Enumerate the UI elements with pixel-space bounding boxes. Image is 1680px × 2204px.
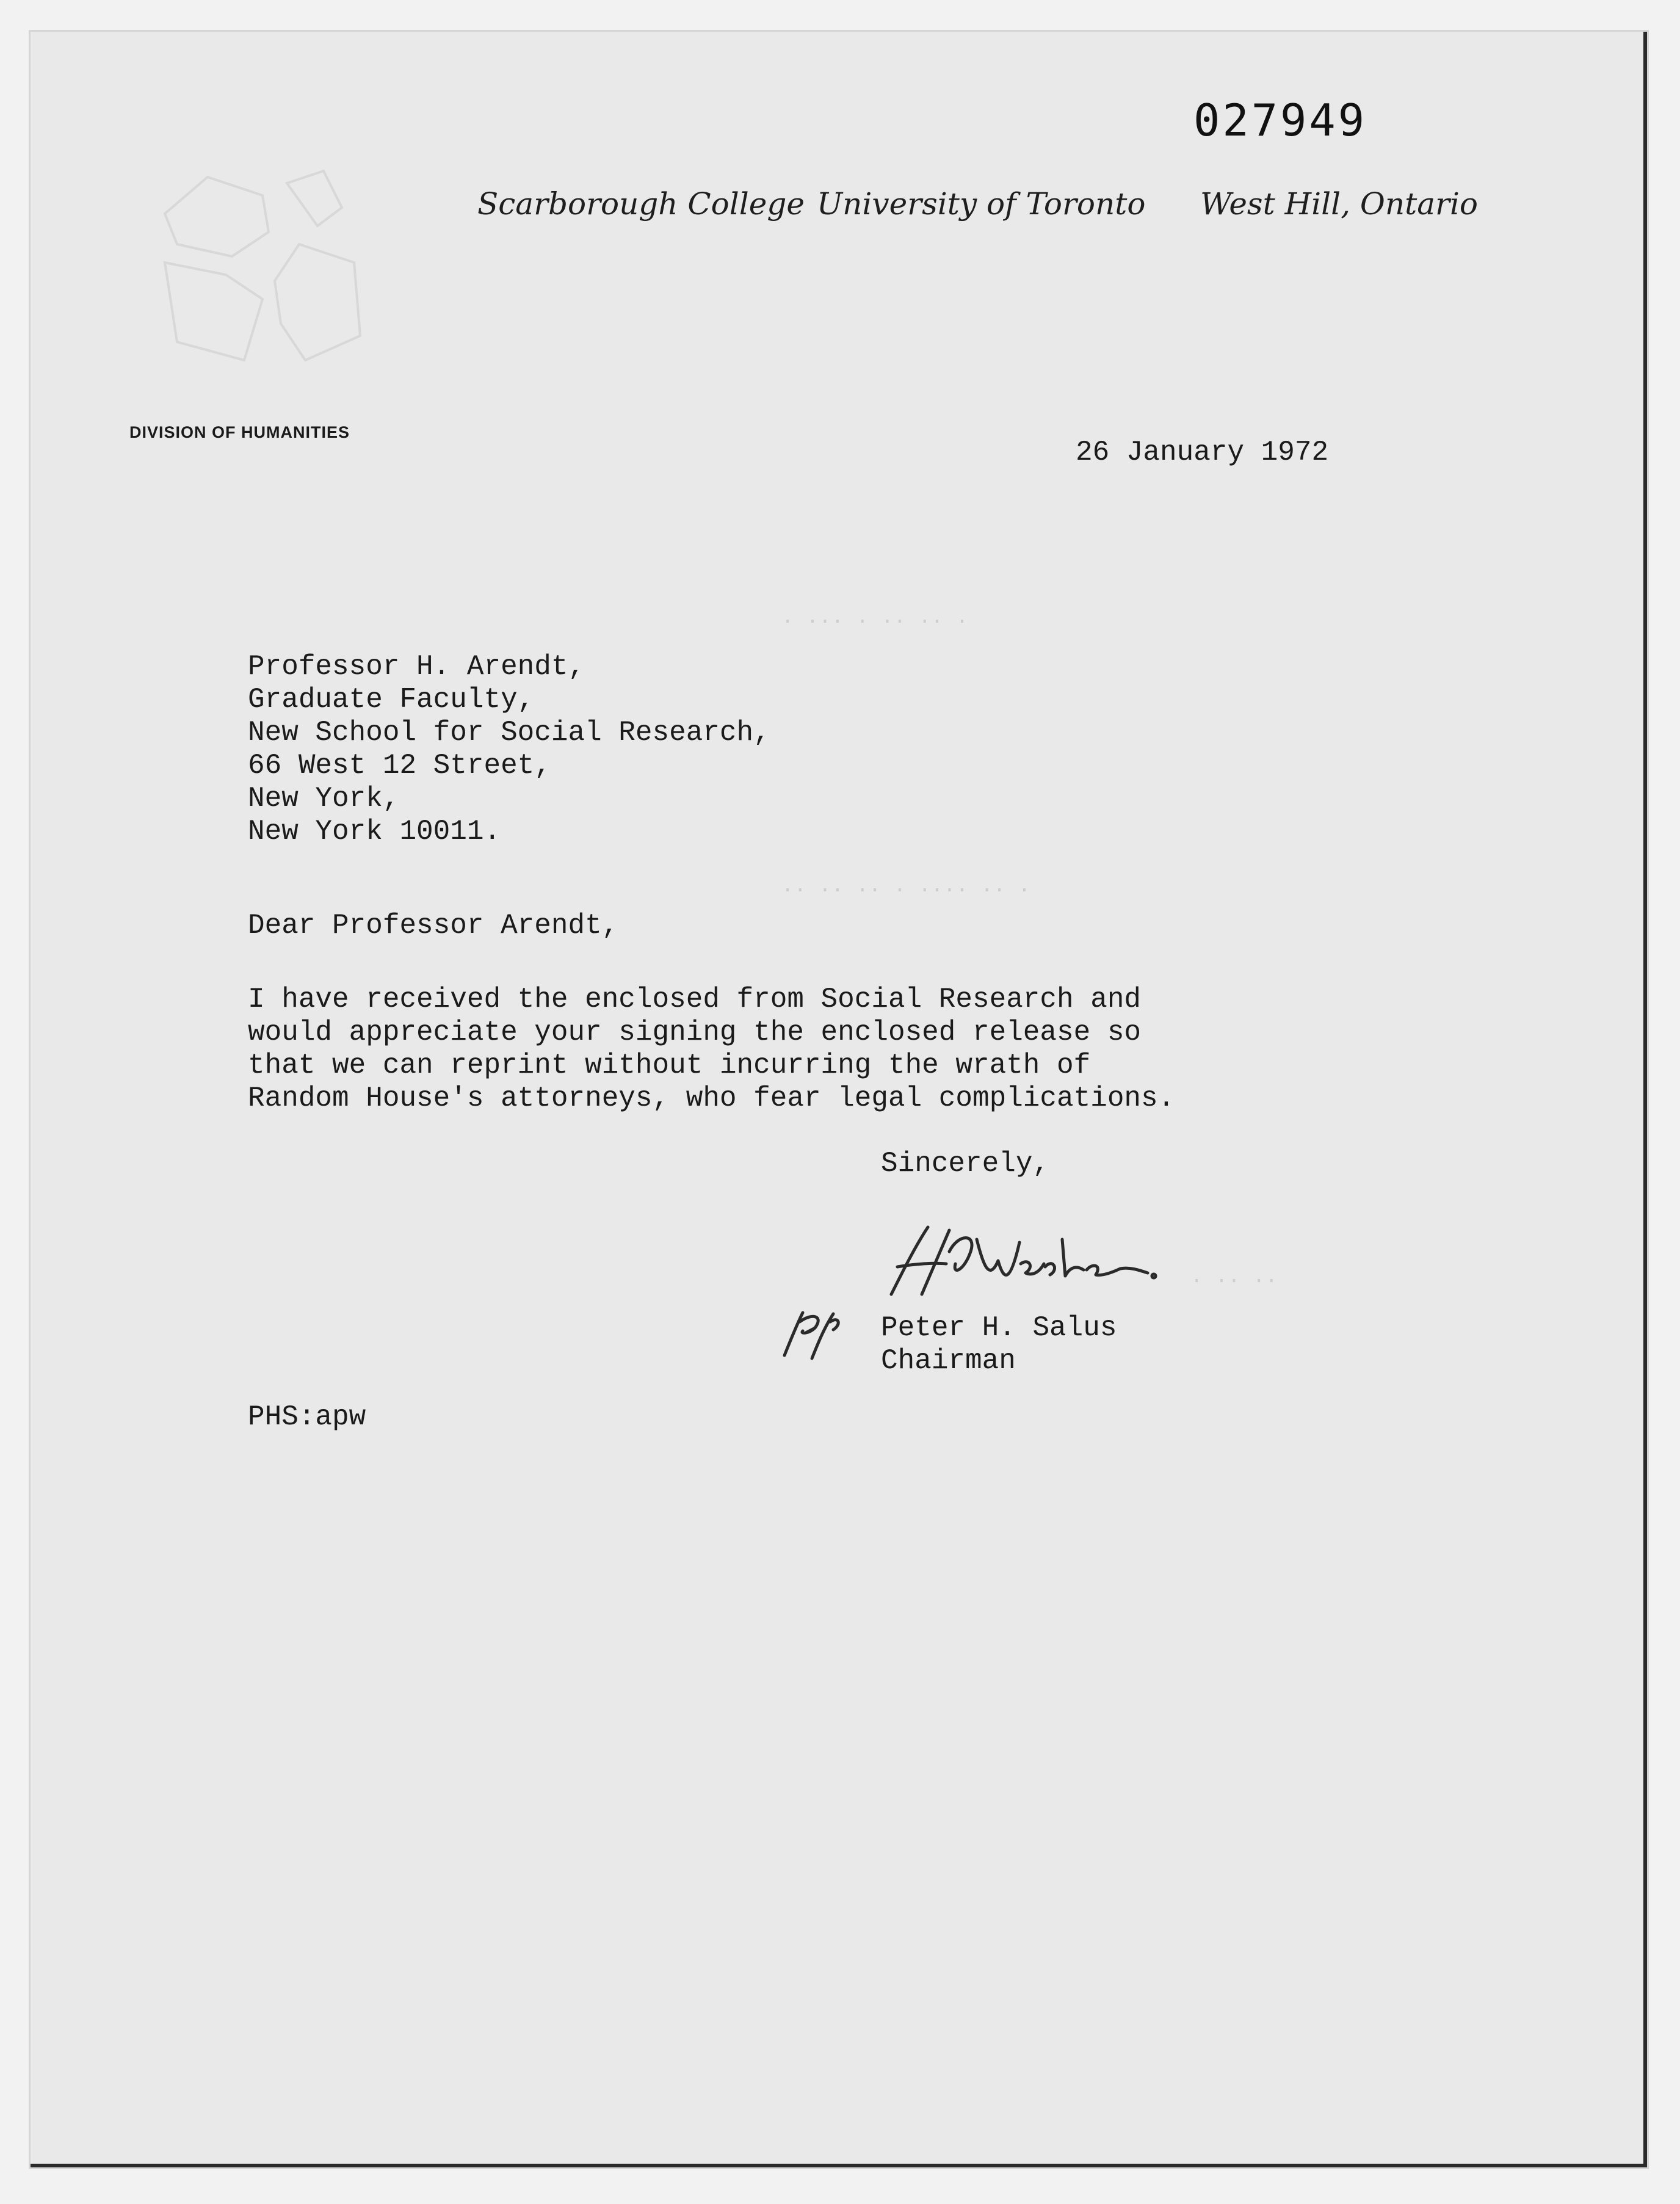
address-line: Graduate Faculty, bbox=[248, 684, 535, 716]
bleed-through-text: · ·· ·· · ··· · bbox=[781, 611, 969, 634]
recipient-address bbox=[248, 650, 770, 848]
letterhead-college: Scarborough College bbox=[477, 186, 805, 222]
letterhead-university: University of Toronto bbox=[817, 186, 1146, 222]
handwritten-initials bbox=[775, 1307, 842, 1361]
address-line: 66 West 12 Street, bbox=[248, 750, 551, 781]
address-line: New York, bbox=[248, 783, 400, 814]
body-line: Random House's attorneys, who fear legal complications. bbox=[248, 1082, 1175, 1114]
address-line: New York 10011. bbox=[248, 816, 501, 847]
college-seal-emboss bbox=[140, 140, 385, 372]
division-label: DIVISION OF HUMANITIES bbox=[129, 423, 350, 441]
bleed-through-text: ·· ·· · bbox=[1190, 1270, 1278, 1293]
signer-block bbox=[881, 1311, 1117, 1377]
signer-title: Chairman bbox=[881, 1345, 1016, 1377]
letter-body bbox=[248, 983, 1175, 1115]
signer-name: Peter H. Salus bbox=[881, 1312, 1117, 1344]
body-line: I have received the enclosed from Social Research and bbox=[248, 984, 1142, 1015]
letter-date: 26 January 1972 bbox=[1076, 437, 1329, 468]
handwritten-signature bbox=[879, 1215, 1160, 1313]
reference-initials: PHS:apw bbox=[248, 1401, 366, 1433]
body-line: that we can reprint without incurring the wrath of bbox=[248, 1049, 1091, 1081]
address-line: Professor H. Arendt, bbox=[248, 651, 585, 683]
document-number: 027949 bbox=[1193, 95, 1367, 146]
bleed-through-text: · ·· ···· · ·· ·· ·· bbox=[781, 879, 1031, 902]
body-line: would appreciate your signing the enclosed release so bbox=[248, 1017, 1142, 1048]
letterhead-location: West Hill, Ontario bbox=[1200, 186, 1479, 222]
closing: Sincerely, bbox=[881, 1148, 1050, 1180]
address-line: New School for Social Research, bbox=[248, 717, 770, 749]
salutation: Dear Professor Arendt, bbox=[248, 910, 619, 941]
